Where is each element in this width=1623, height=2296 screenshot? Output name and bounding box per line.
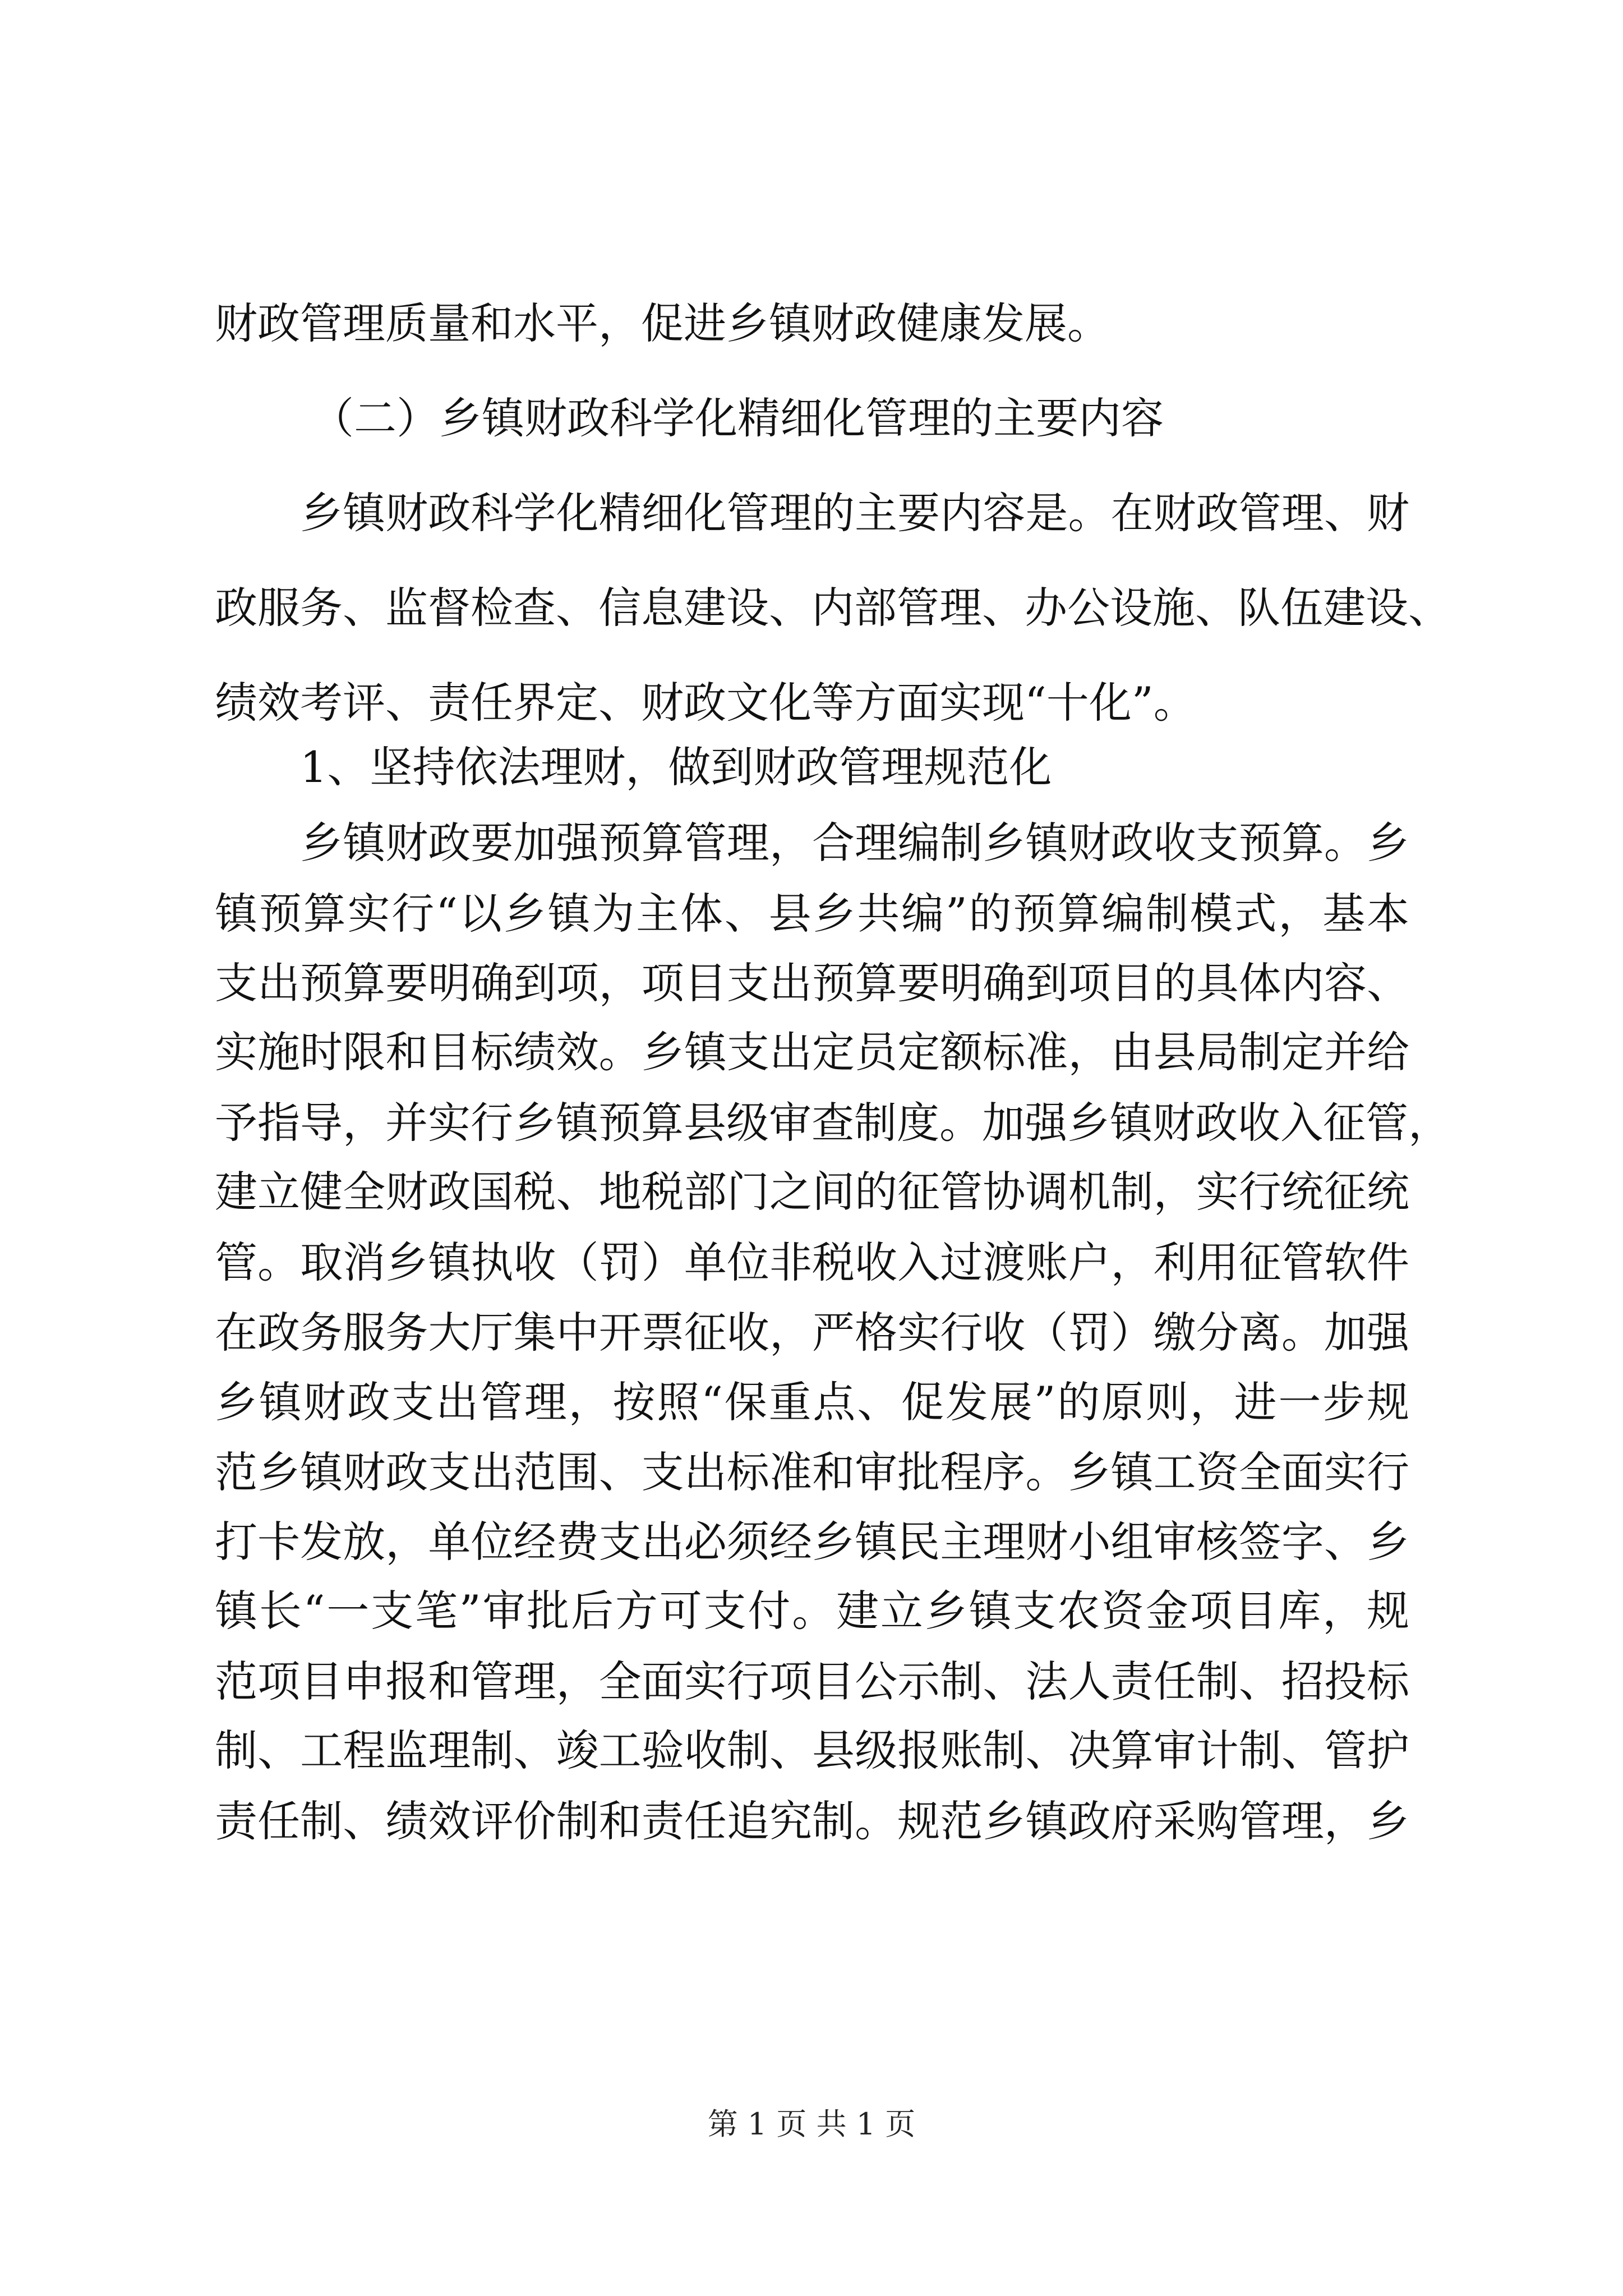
text-line: 乡镇财政支出管理，按照“保重点、促发展”的原则，进一步规 — [215, 1377, 1409, 1427]
text-line: 支出预算要明确到项，项目支出预算要明确到项目的具体内容、 — [215, 958, 1409, 1008]
text-line: 建立健全财政国税、地税部门之间的征管协调机制，实行统征统 — [215, 1167, 1409, 1217]
text-line: 在政务服务大厅集中开票征收，严格实行收（罚）缴分离。加强 — [215, 1308, 1409, 1358]
text-line: 打卡发放，单位经费支出必须经乡镇民主理财小组审核签字、乡 — [215, 1517, 1409, 1567]
text-line: 制、工程监理制、竣工验收制、县级报账制、决算审计制、管护 — [215, 1726, 1409, 1775]
text-line: 财政管理质量和水平，促进乡镇财政健康发展。 — [215, 298, 1110, 348]
page-footer: 第 1 页 共 1 页 — [707, 2106, 916, 2142]
text-line: 镇长“一支笔”审批后方可支付。建立乡镇支农资金项目库，规 — [215, 1586, 1409, 1636]
text-line: 管。取消乡镇执收（罚）单位非税收入过渡账户，利用征管软件 — [215, 1237, 1409, 1287]
text-line: 责任制、绩效评价制和责任追究制。规范乡镇政府采购管理，乡 — [215, 1796, 1409, 1846]
text-line: 范项目申报和管理，全面实行项目公示制、法人责任制、招投标 — [215, 1657, 1409, 1706]
subsection-heading: 1、坚持依法理财，做到财政管理规范化 — [300, 742, 1052, 792]
text-line: 实施时限和目标绩效。乡镇支出定员定额标准，由县局制定并给 — [215, 1027, 1409, 1077]
text-line: 范乡镇财政支出范围、支出标准和审批程序。乡镇工资全面实行 — [215, 1447, 1409, 1497]
text-line: 绩效考评、责任界定、财政文化等方面实现“十化”。 — [215, 678, 1196, 728]
text-line: 镇预算实行“以乡镇为主体、县乡共编”的预算编制模式，基本 — [215, 889, 1409, 938]
text-line: 乡镇财政要加强预算管理，合理编制乡镇财政收支预算。乡 — [300, 818, 1409, 868]
text-line: 政服务、监督检查、信息建设、内部管理、办公设施、队伍建设、 — [215, 583, 1451, 633]
section-heading: （二）乡镇财政科学化精细化管理的主要内容 — [311, 393, 1164, 443]
text-line: 予指导，并实行乡镇预算县级审查制度。加强乡镇财政收入征管， — [215, 1098, 1451, 1148]
text-line: 乡镇财政科学化精细化管理的主要内容是。在财政管理、财 — [300, 488, 1409, 538]
